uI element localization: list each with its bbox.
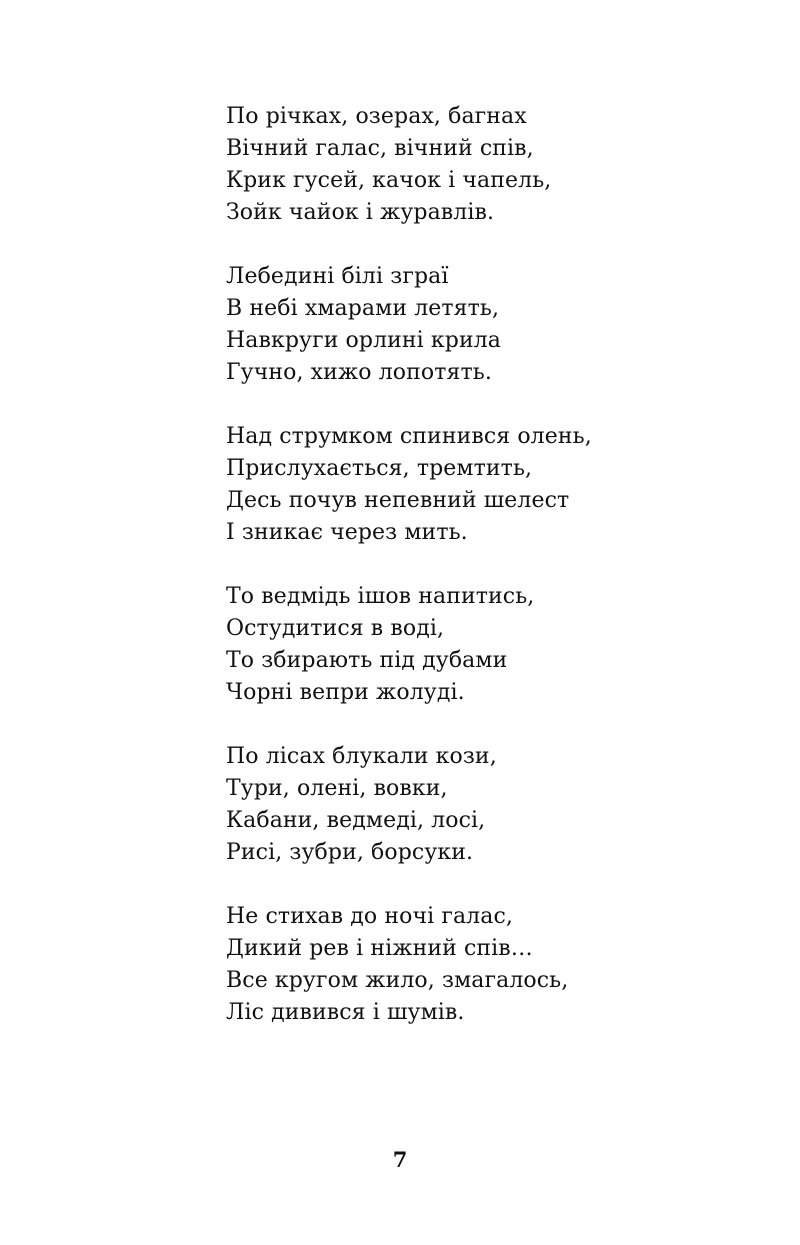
- poem-line: Лебедині білі зграї: [226, 264, 449, 289]
- poem-line: По річках, озерах, багнах: [226, 104, 527, 129]
- stanza: [226, 101, 746, 229]
- poem-line: Тури, олені, вовки,: [226, 776, 448, 801]
- poem-line: Десь почув непевний шелест: [226, 488, 570, 513]
- poem-line: Ліс дивився і шумів.: [226, 1000, 465, 1025]
- poem-line: В небі хмарами летять,: [226, 296, 500, 321]
- poem-line: Навкруги орлині крила: [226, 328, 501, 353]
- poem-line: По лісах блукали кози,: [226, 744, 497, 769]
- page-number: 7: [392, 1147, 408, 1172]
- stanza: [226, 901, 746, 1029]
- poem-line: Кабани, ведмеді, лосі,: [226, 808, 486, 833]
- poem: [226, 101, 746, 1061]
- poem-line: Рисі, зубри, борсуки.: [226, 840, 474, 865]
- poem-line: То збирають під дубами: [226, 648, 508, 673]
- poem-line: Над струмком спинився олень,: [226, 424, 592, 449]
- poem-line: Гучно, хижо лопотять.: [226, 360, 492, 385]
- poem-line: Не стихав до ночі галас,: [226, 904, 513, 929]
- poem-line: І зникає через мить.: [226, 520, 468, 545]
- stanza: [226, 741, 746, 869]
- stanza: [226, 581, 746, 709]
- poem-line: Вічний галас, вічний спів,: [226, 136, 534, 161]
- stanza: [226, 261, 746, 389]
- poem-line: Дикий рев і ніжний спів…: [226, 936, 533, 961]
- poem-line: Зойк чайок і журавлів.: [226, 200, 495, 225]
- poem-line: Чорні вепри жолуді.: [226, 680, 465, 705]
- poem-line: Остудитися в воді,: [226, 616, 445, 641]
- stanza: [226, 421, 746, 549]
- poem-line: То ведмідь ішов напитись,: [226, 584, 535, 609]
- poem-line: Прислухається, тремтить,: [226, 456, 533, 481]
- poem-line: Крик гусей, качок і чапель,: [226, 168, 552, 193]
- poem-line: Все кругом жило, змагалось,: [226, 968, 569, 993]
